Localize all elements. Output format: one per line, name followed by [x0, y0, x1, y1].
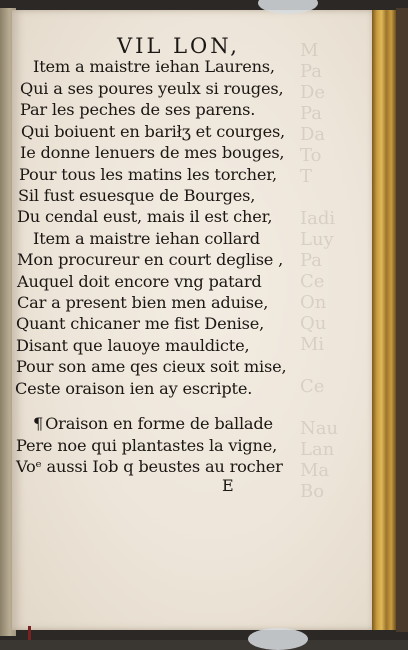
gilt-page-edge: [372, 10, 396, 630]
verse-line: Item a maistre iehan Laurens,: [33, 57, 275, 76]
verse-line: Mon procureur en court deglise ,: [17, 250, 284, 269]
verse-line: Sil fust esuesque de Bourges,: [18, 186, 256, 205]
verse-line: Car a present bien men aduise,: [17, 293, 269, 312]
verse-line: Pour tous les matins les torcher,: [19, 165, 277, 184]
catchword: E: [222, 476, 234, 495]
verse-line: Ie donne lenuers de mes bouges,: [20, 143, 285, 162]
binding-edge: [396, 8, 408, 632]
ballade-line: Pere noe qui plantastes la vigne,: [16, 436, 278, 455]
verse-line: Pour son ame qes cieux soit mise,: [16, 357, 287, 376]
verse-line: Quant chicaner me fist Denise,: [16, 314, 265, 333]
bottom-clip: [248, 628, 308, 650]
ballade-line: Voᵉ aussi Iob q beustes au rocher: [16, 457, 283, 476]
ballade-heading: [33, 414, 273, 433]
verse-line: Par les peches de ses parens.: [20, 100, 256, 119]
ribbon-marker: [28, 626, 31, 640]
running-head: VIL LON,: [117, 34, 240, 58]
pilcrow-icon: ¶: [33, 414, 44, 433]
verse-line: Qui a ses poures yeulx si rouges,: [20, 79, 284, 98]
verse-line: Qui boiuent en bariłʒ et courges,: [21, 122, 285, 141]
verse-line: Du cendal eust, mais il est cher,: [17, 207, 273, 226]
verse-line: Ceste oraison ien ay escripte.: [15, 379, 253, 398]
verse-line: Auquel doit encore vng patard: [17, 272, 262, 291]
verse-line: Disant que lauoye mauldicte,: [16, 336, 250, 355]
show-through-text: M Pa De Pa Da To T Iadi Luy Pa Ce On Qu Mi Ce Nau Lan Ma Bo: [300, 40, 339, 502]
ballade-title: Oraison en forme de ballade: [45, 414, 273, 433]
verse-line: Item a maistre iehan collard: [33, 229, 260, 248]
